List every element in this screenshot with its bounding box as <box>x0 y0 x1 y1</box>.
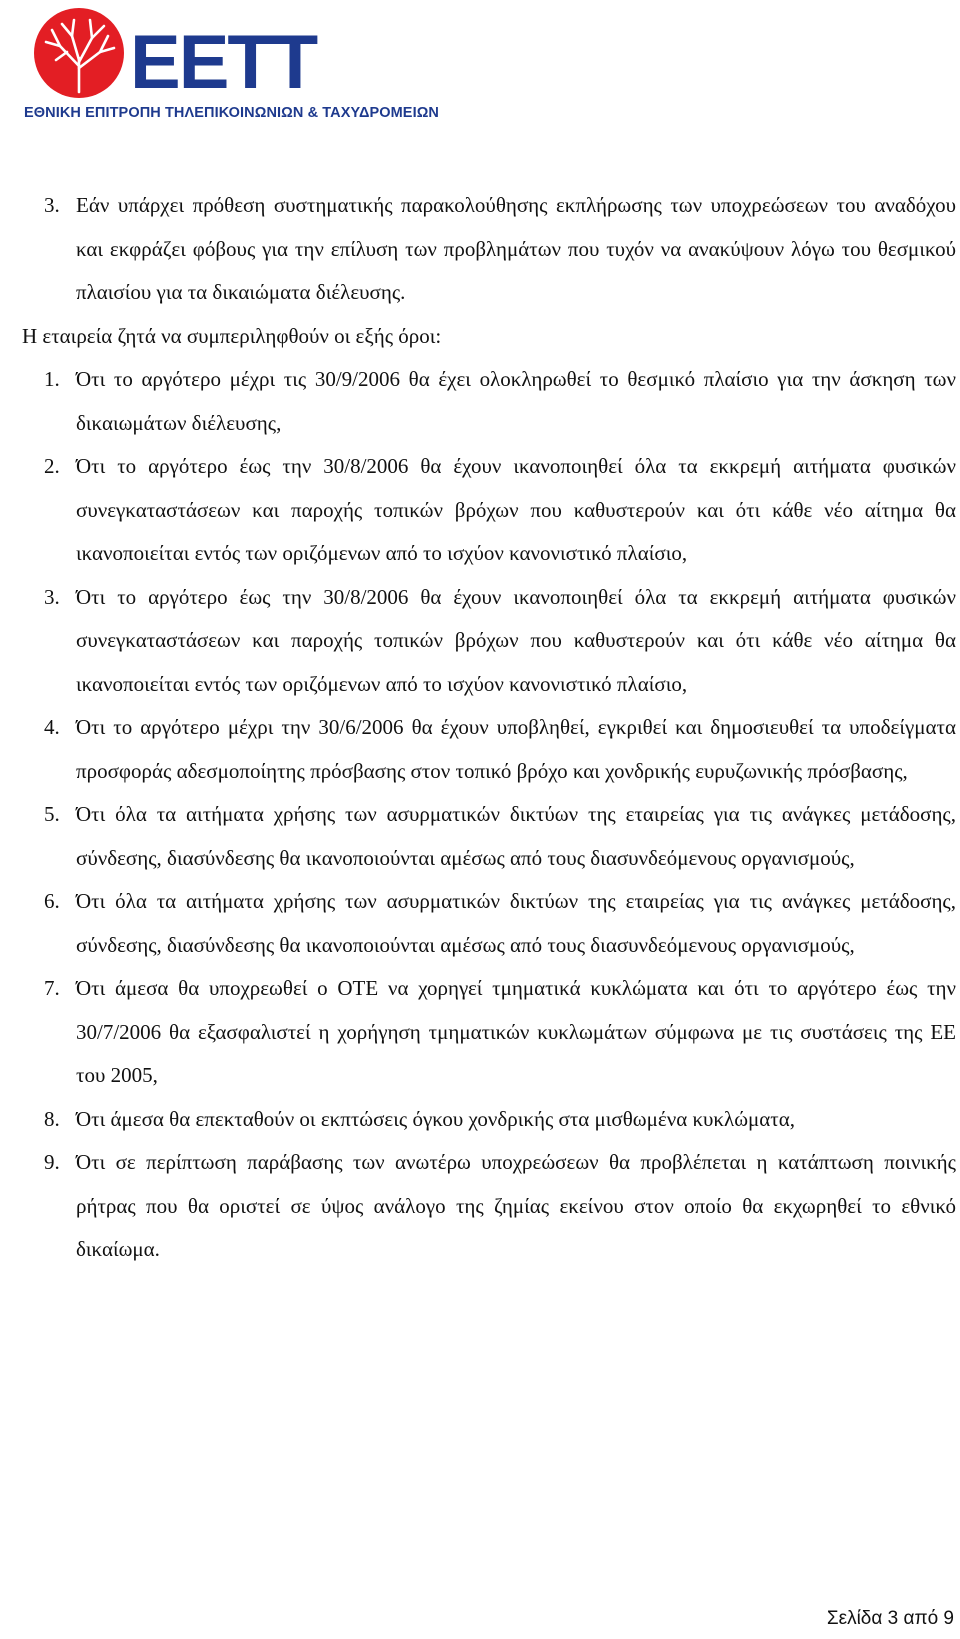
term-number: 8. <box>44 1106 60 1131</box>
paragraph-number: 3. <box>44 193 60 217</box>
logo-wordmark: ΕΕΤΤ <box>130 20 317 105</box>
term-text: Ότι το αργότερο μέχρι την 30/6/2006 θα έχουν υποβληθεί, εγκριθεί και δημοσιευθεί τα υποδείγματα προσφοράς αδεσμοποίητης πρόσβασης στον τοπικό βρόχο και χονδρικής ευρυζωνικής πρόσβασης, <box>76 715 956 783</box>
term-text: Ότι όλα τα αιτήματα χρήσης των ασυρματικών δικτύων της εταιρείας για τις ανάγκες μετάδοσης, σύνδεσης, διασύνδεσης θα ικανοποιούνται αμέσως από τους διασυνδεόμενους οργανισμούς, <box>76 889 956 957</box>
term-item <box>44 967 956 1098</box>
term-text: Ότι το αργότερο έως την 30/8/2006 θα έχουν ικανοποιηθεί όλα τα εκκρεμή αιτήματα φυσικών συνεγκαταστάσεων και παροχής τοπικών βρόχων που καθυστερούν και ότι κάθε νέο αίτημα θα ικανοποιείται εντός των οριζόμενων από το ισχύον κανονιστικό πλαίσιο, <box>76 584 956 696</box>
term-item <box>44 793 956 880</box>
eett-logo <box>22 6 440 124</box>
term-item <box>44 358 956 445</box>
eett-logo-mark <box>22 6 367 106</box>
term-text: Ότι το αργότερο έως την 30/8/2006 θα έχουν ικανοποιηθεί όλα τα εκκρεμή αιτήματα φυσικών συνεγκαταστάσεων και παροχής τοπικών βρόχων που καθυστερούν και ότι κάθε νέο αίτημα θα ικανοποιείται εντός των οριζόμενων από το ισχύον κανονιστικό πλαίσιο, <box>76 454 956 565</box>
term-number: 4. <box>44 715 60 739</box>
term-text: Ότι όλα τα αιτήματα χρήσης των ασυρματικών δικτύων της εταιρείας για τις ανάγκες μετάδοσης, σύνδεσης, διασύνδεσης θα ικανοποιούνται αμέσως από τους διασυνδεόμενους οργανισμούς, <box>76 802 956 870</box>
term-number: 7. <box>44 976 60 1000</box>
terms-intro: Η εταιρεία ζητά να συμπεριληφθούν οι εξής όροι: <box>22 323 442 348</box>
term-text: Ότι άμεσα θα επεκταθούν οι εκπτώσεις όγκου χονδρικής στα μισθωμένα κυκλώματα, <box>76 1106 795 1131</box>
paragraph-item-3 <box>44 184 956 315</box>
paragraph-text: Εάν υπάρχει πρόθεση συστηματικής παρακολούθησης εκπλήρωσης των υποχρεώσεων του αναδόχου και εκφράζει φόβους για την επίλυση των προβλημάτων που τυχόν να ανακύψουν λόγω του θεσμικού πλαισίου για τα δικαιώματα διέλευσης. <box>76 193 956 304</box>
term-item <box>44 706 956 793</box>
term-item <box>44 445 956 576</box>
term-item <box>44 880 956 967</box>
term-number: 1. <box>44 367 60 391</box>
term-item <box>44 576 956 707</box>
term-item <box>44 1098 956 1142</box>
term-item <box>44 1141 956 1272</box>
term-number: 2. <box>44 454 60 478</box>
term-number: 9. <box>44 1150 60 1174</box>
term-number: 5. <box>44 802 60 826</box>
term-number: 6. <box>44 889 60 913</box>
term-number: 3. <box>44 584 60 609</box>
term-text: Ότι σε περίπτωση παράβασης των ανωτέρω υποχρεώσεων θα προβλέπεται η κατάπτωση ποινικής ρήτρας που θα οριστεί σε ύψος ανάλογο της ζημίας εκείνου στον οποίο θα εκχωρηθεί το εθνικό δικαίωμα. <box>76 1150 956 1261</box>
organization-name: ΕΘΝΙΚΗ ΕΠΙΤΡΟΠΗ ΤΗΛΕΠΙΚΟΙΝΩΝΙΩΝ & ΤΑΧΥΔΡΟΜΕΙΩΝ <box>24 105 440 121</box>
term-text: Ότι άμεσα θα υποχρεωθεί ο ΟΤΕ να χορηγεί τμηματικά κυκλώματα και ότι το αργότερο έως την 30/7/2006 θα εξασφαλιστεί η χορήγηση τμηματικών κυκλωμάτων σύμφωνα με τις συστάσεις της ΕΕ του 2005, <box>76 976 956 1087</box>
document-body <box>22 184 956 1272</box>
page-number: Σελίδα 3 από 9 <box>826 1608 954 1629</box>
term-text: Ότι το αργότερο μέχρι τις 30/9/2006 θα έχει ολοκληρωθεί το θεσμικό πλαίσιο για την άσκηση των δικαιωμάτων διέλευσης, <box>76 367 956 435</box>
